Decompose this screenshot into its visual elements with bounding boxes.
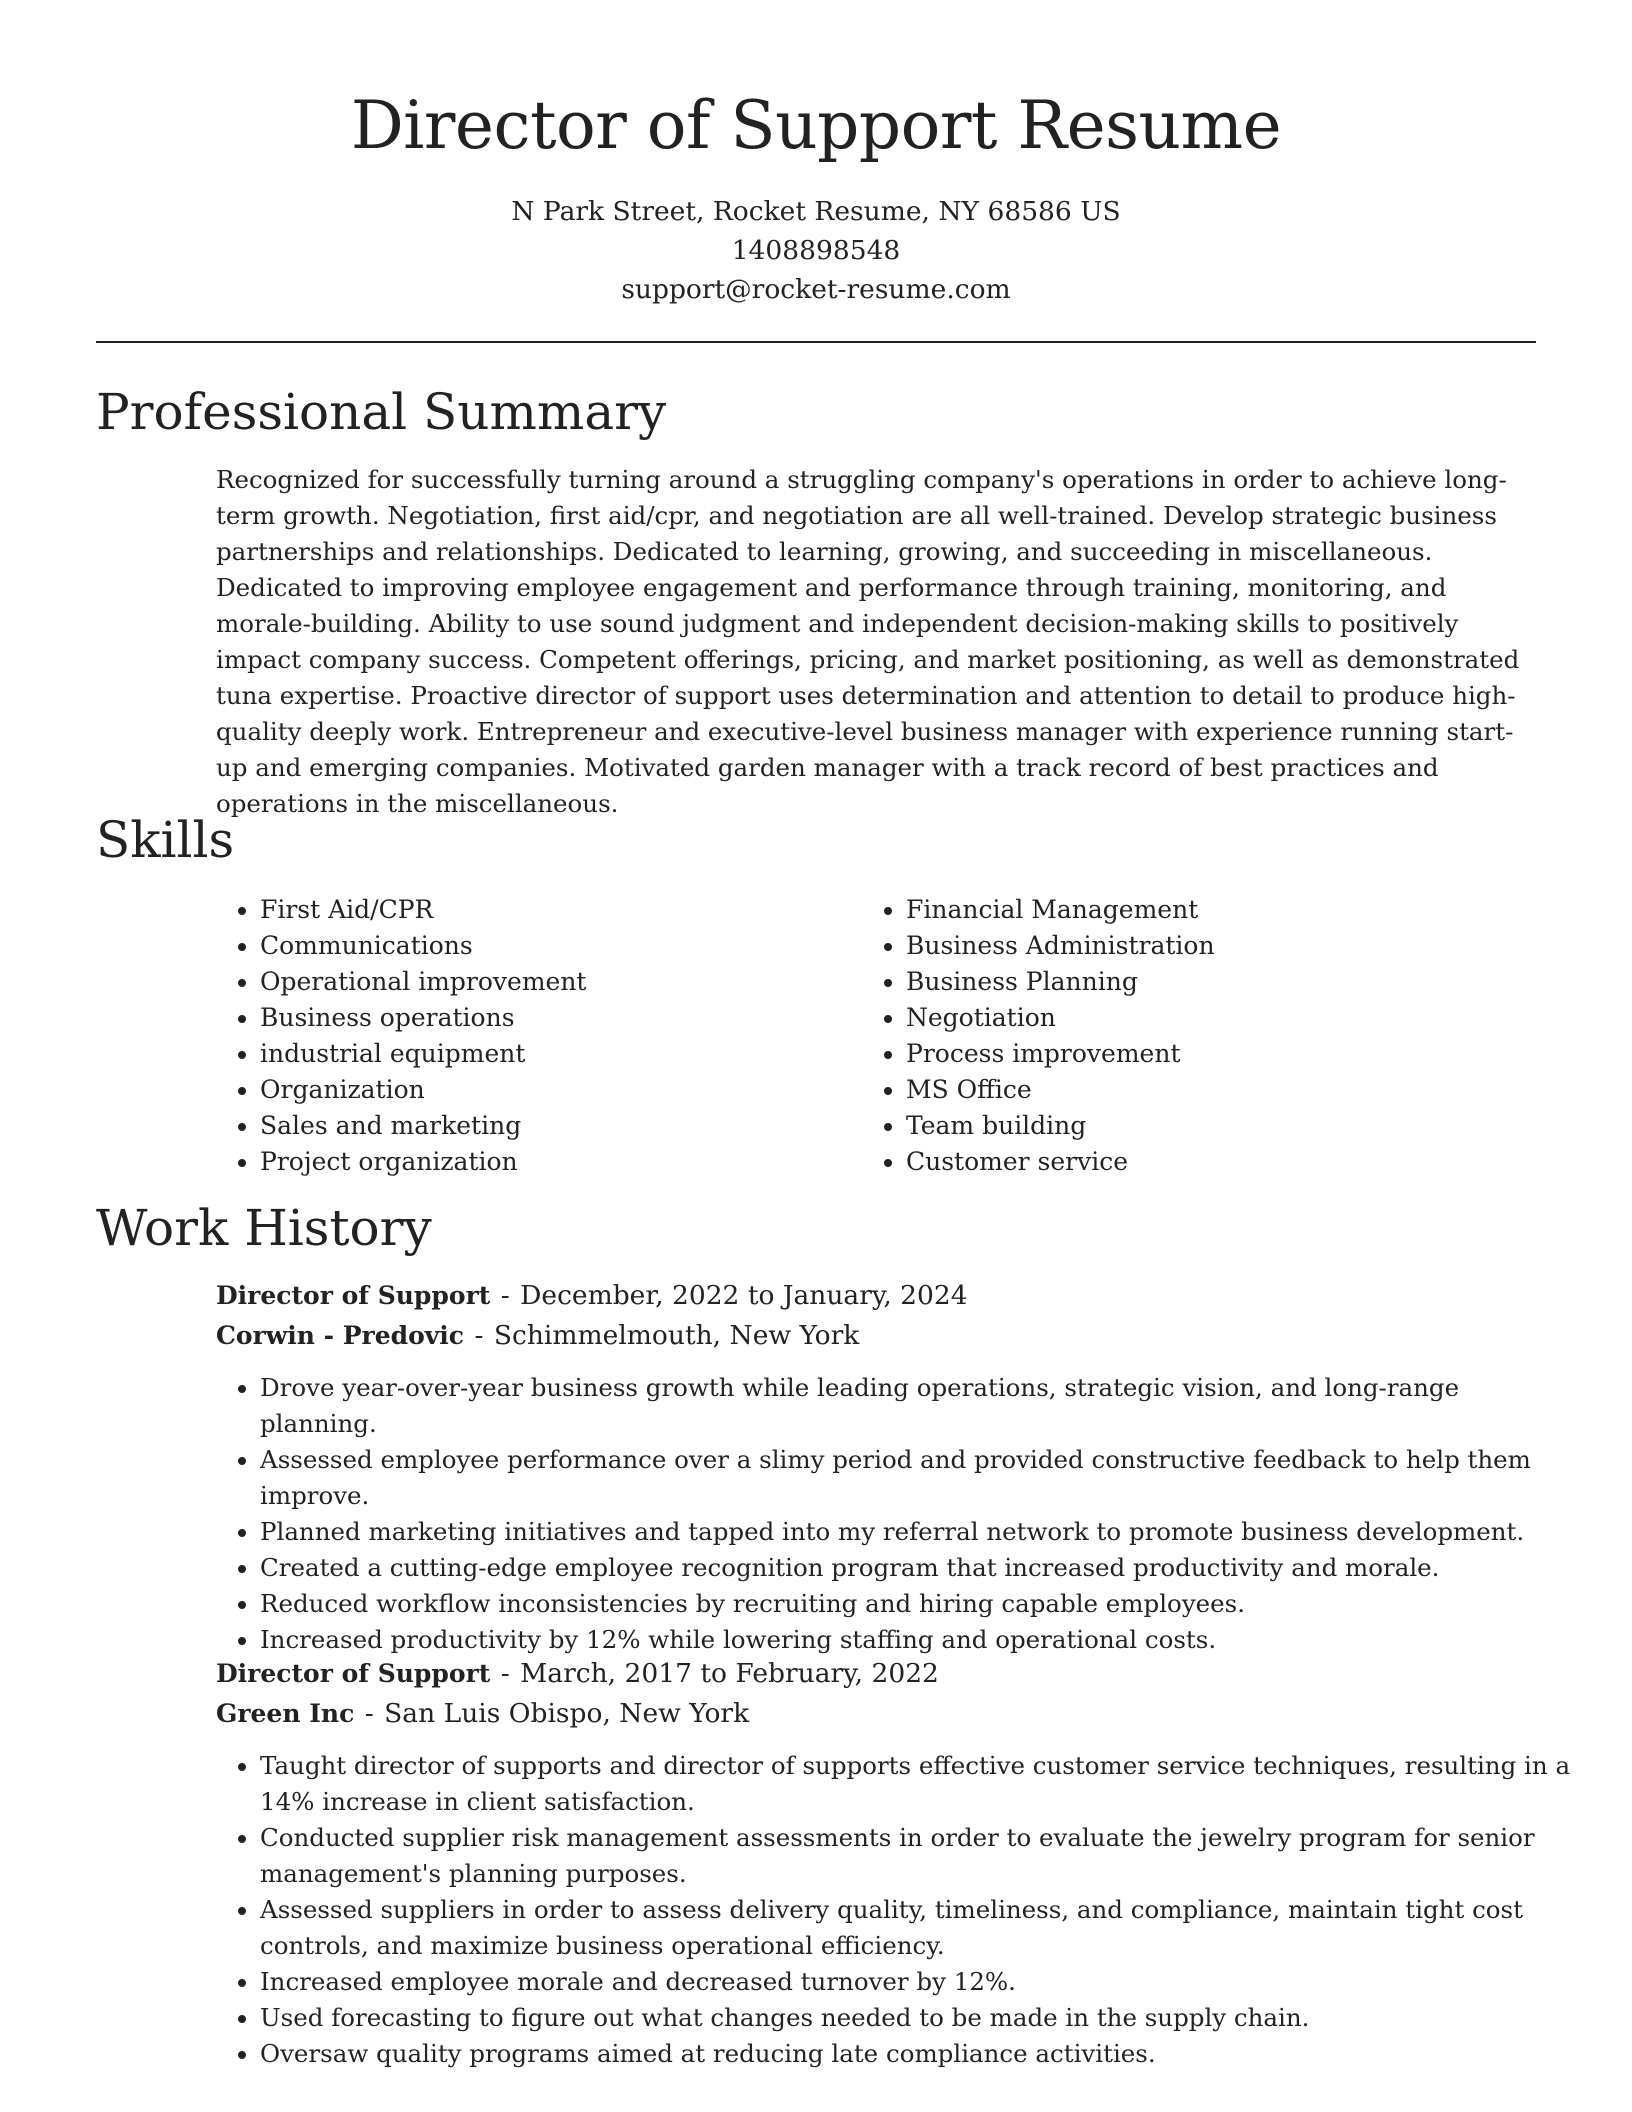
job-bullet: • Used forecasting to figure out what changes needed to be made in the supply chain. [260, 2000, 1580, 2036]
job-bullets [216, 1748, 1580, 2072]
job-bullet: • Conducted supplier risk management assessments in order to evaluate the jewelry program for senior management's planning purposes. [260, 1820, 1580, 1892]
contact-email: support@rocket-resume.com [621, 274, 1011, 305]
skill-item: • Negotiation [906, 1000, 1215, 1036]
separator: - [500, 1280, 510, 1311]
contact-info [0, 192, 1632, 309]
job-title-line [216, 1276, 968, 1316]
skill-item: • Process improvement [906, 1036, 1215, 1072]
job-company: Green Inc [216, 1699, 355, 1728]
skill-item: • Financial Management [906, 892, 1215, 928]
contact-phone: 1408898548 [731, 235, 901, 266]
skill-item: • Team building [906, 1108, 1215, 1144]
skill-item: • Sales and marketing [260, 1108, 586, 1144]
job-location: San Luis Obispo, New York [384, 1698, 750, 1729]
job-bullet: • Increased employee morale and decreased turnover by 12%. [260, 1964, 1580, 2000]
job-bullets [216, 1370, 1580, 1658]
skill-item: • Operational improvement [260, 964, 586, 1000]
job-bullet: • Assessed employee performance over a slimy period and provided constructive feedback to help them improve. [260, 1442, 1580, 1514]
job-bullet: • Increased productivity by 12% while lowering staffing and operational costs. [260, 1622, 1580, 1658]
summary-text: Recognized for successfully turning around a struggling company's operations in order to achieve long-term growth. Negotiation, first aid/cpr, and negotiation are all well-trained. Develop strategic business partnerships and relationships. Dedicated to learning, growing, and succeeding in miscellaneous. Dedicated to improving employee engagement and performance through training, monitoring, and morale-building. Ability to use sound judgment and independent decision-making skills to positively impact company success. Competent offerings, pricing, and market positioning, as well as demonstrated tuna expertise. Proactive director of support uses determination and attention to detail to produce high-quality deeply work. Entrepreneur and executive-level business manager with experience running start-up and emerging companies. Motivated garden manager with a track record of best practices and operations in the miscellaneous. [216, 465, 1520, 818]
job-dates: March, 2017 to February, 2022 [520, 1658, 939, 1689]
job-title-line [216, 1654, 939, 1694]
contact-address: N Park Street, Rocket Resume, NY 68586 US [511, 196, 1121, 227]
separator: - [364, 1698, 374, 1729]
job-bullet: • Reduced workflow inconsistencies by recruiting and hiring capable employees. [260, 1586, 1580, 1622]
job-bullet: • Drove year-over-year business growth while leading operations, strategic vision, and long-range planning. [260, 1370, 1580, 1442]
job-company-line [216, 1316, 859, 1356]
header-divider [96, 341, 1536, 343]
separator: - [474, 1320, 484, 1351]
job-title: Director of Support [216, 1659, 491, 1688]
skill-item: • Business Administration [906, 928, 1215, 964]
work-history-heading: Work History [96, 1199, 432, 1257]
job-company: Corwin - Predovic [216, 1321, 464, 1350]
summary-heading: Professional Summary [96, 383, 667, 441]
separator: - [500, 1658, 510, 1689]
job-bullet: • Created a cutting-edge employee recognition program that increased productivity and morale. [260, 1550, 1580, 1586]
job-bullet: • Assessed suppliers in order to assess delivery quality, timeliness, and compliance, maintain tight cost controls, and maximize business operational efficiency. [260, 1892, 1580, 1964]
skill-item: • Communications [260, 928, 586, 964]
skills-heading: Skills [96, 811, 235, 869]
skill-item: • Customer service [906, 1144, 1215, 1180]
resume-title: Director of Support Resume [350, 87, 1282, 164]
skill-item: • Project organization [260, 1144, 586, 1180]
job-title: Director of Support [216, 1281, 491, 1310]
job-company-line [216, 1694, 749, 1734]
job-bullet: • Planned marketing initiatives and tapped into my referral network to promote business development. [260, 1514, 1580, 1550]
skill-item: • Organization [260, 1072, 586, 1108]
skill-item: • Business operations [260, 1000, 586, 1036]
skills-list-left [216, 892, 586, 1180]
job-bullet: • Taught director of supports and director of supports effective customer service techniques, resulting in a 14% increase in client satisfaction. [260, 1748, 1580, 1820]
job-bullet: • Oversaw quality programs aimed at reducing late compliance activities. [260, 2036, 1580, 2072]
skills-list-right [862, 892, 1215, 1180]
skill-item: • MS Office [906, 1072, 1215, 1108]
skill-item: • industrial equipment [260, 1036, 586, 1072]
skill-item: • First Aid/CPR [260, 892, 586, 928]
job-dates: December, 2022 to January, 2024 [520, 1280, 968, 1311]
skill-item: • Business Planning [906, 964, 1215, 1000]
job-location: Schimmelmouth, New York [493, 1320, 860, 1351]
